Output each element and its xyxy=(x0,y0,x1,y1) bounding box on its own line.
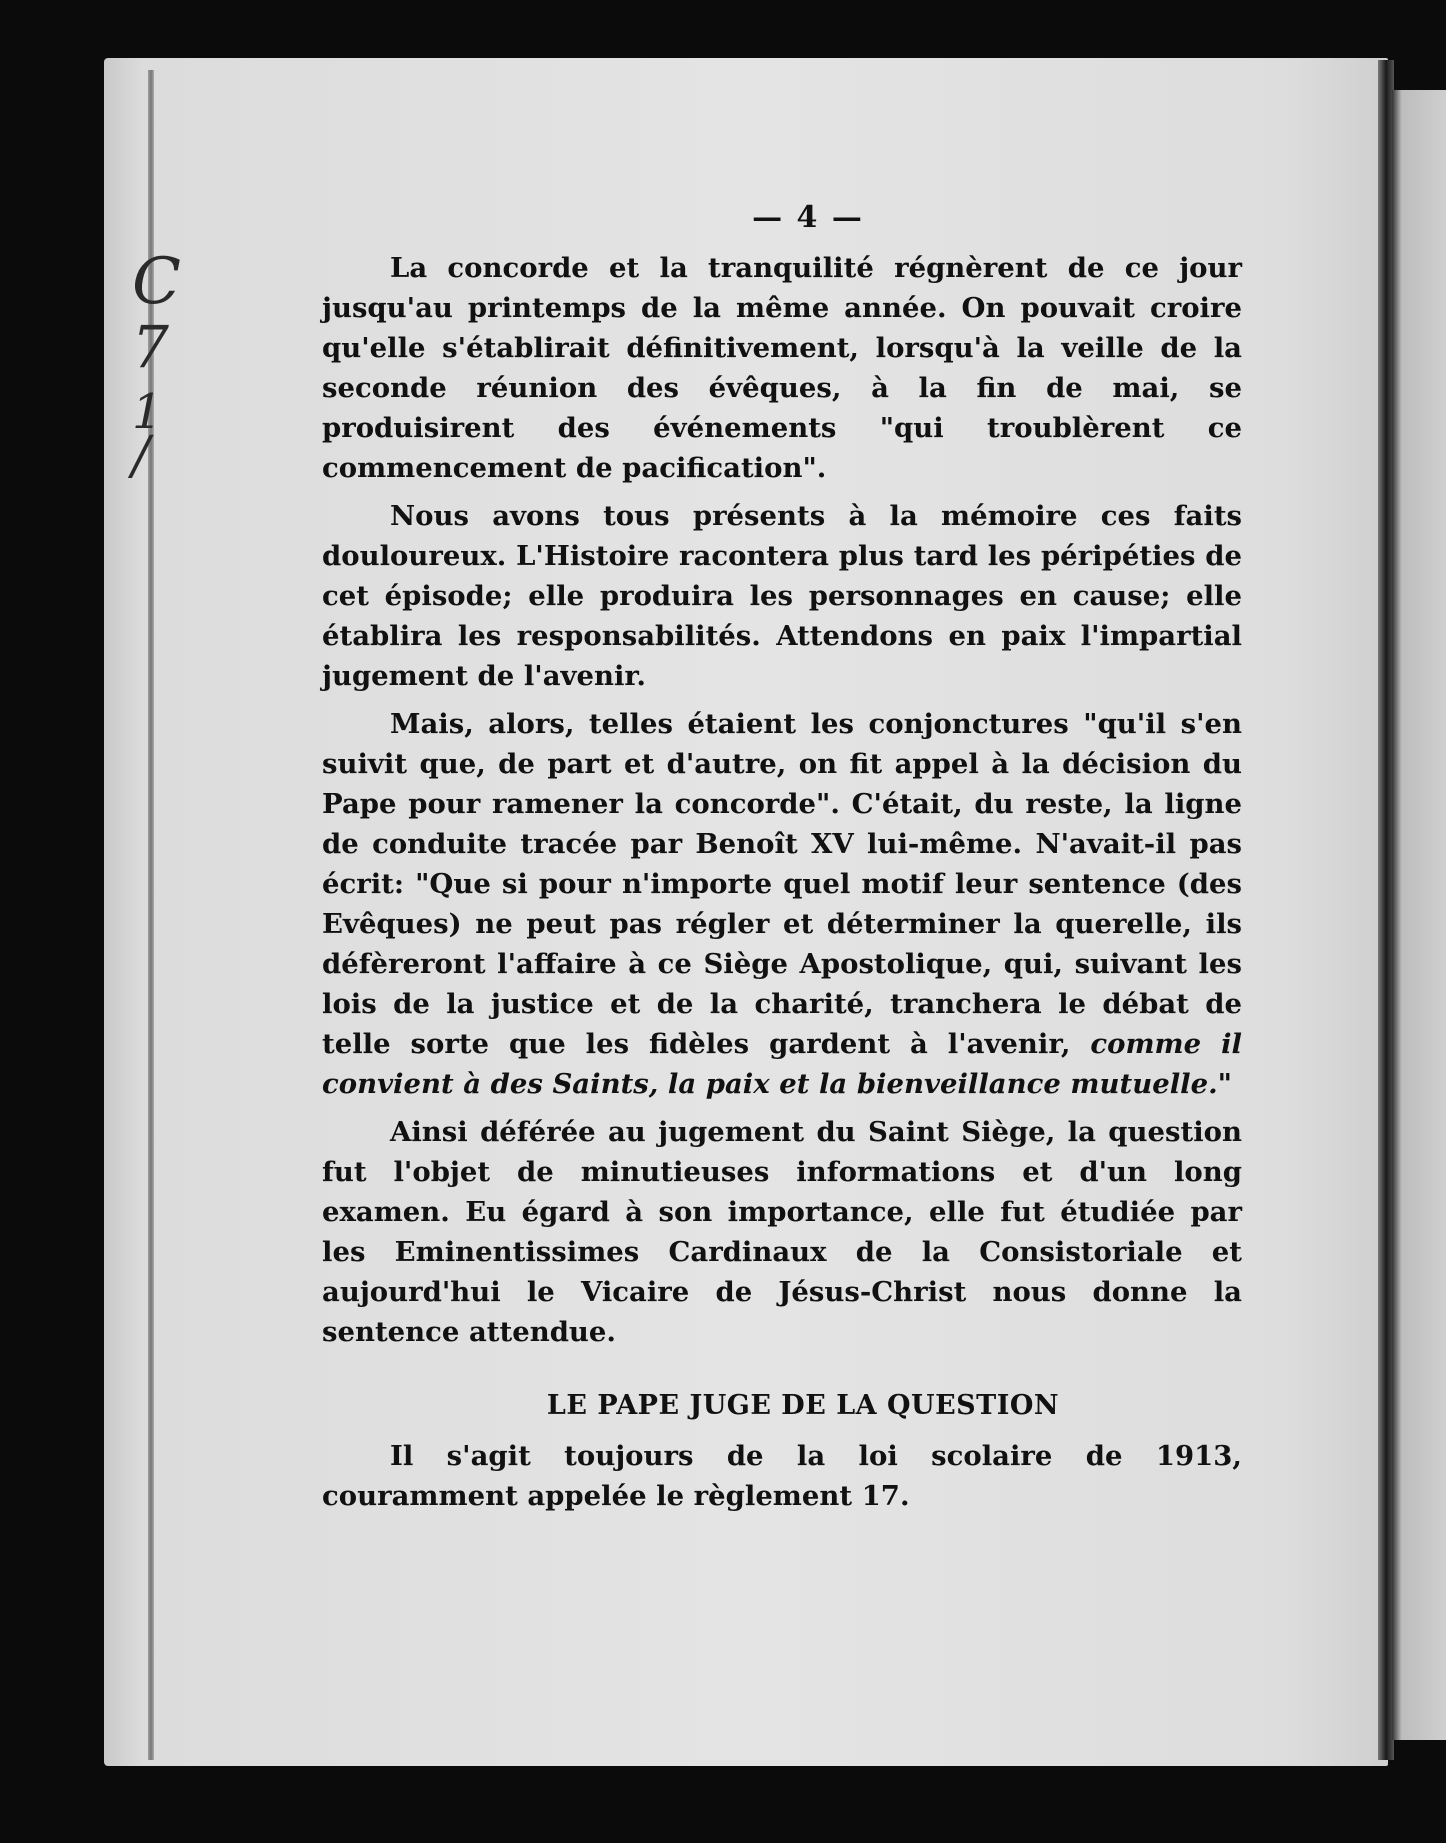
paragraph: Ainsi déférée au jugement du Saint Siège, la question fut l'objet de minutieuses informations et d'un long examen. Eu égard à son importance, elle fut étudiée par les Eminentissimes Cardinaux de la Consistoriale et aujourd'hui le Vicaire de Jésus-Christ nous donne la sentence attendue. xyxy=(322,1116,1242,1348)
facing-page-edge xyxy=(1392,90,1446,1740)
handwritten-mark: C xyxy=(132,245,181,319)
handwritten-mark: 1 xyxy=(132,384,163,440)
handwritten-mark: / xyxy=(132,426,150,486)
text-block xyxy=(322,198,1242,1524)
paragraph xyxy=(322,704,1242,1104)
paragraph-text: Mais, alors, telles étaient les conjonctures "qu'il s'en suivit que, de part et d'autre, on fit appel à la décision du Pape pour ramener la concorde". C'était, du reste, la ligne de conduite tracée par Benoît XV lui-même. N'avait-il pas écrit: "Que si pour n'importe quel motif leur sentence (des Evêques) ne peut pas régler et déterminer la querelle, ils défèreront l'affaire à ce Siège Apostolique, qui, suivant les lois de la justice et de la charité, tranchera le débat de telle sorte que les fidèles gardent à l'avenir, xyxy=(322,708,1242,1060)
paragraph: Il s'agit toujours de la loi scolaire de 1913, couramment appelée le règlement 17. xyxy=(322,1440,1242,1512)
handwritten-mark: 7 xyxy=(132,313,169,381)
page-number: — 4 — xyxy=(752,200,864,235)
paragraph: La concorde et la tranquilité régnèrent de ce jour jusqu'au printemps de la même année. On pouvait croire qu'elle s'établirait définitivement, lorsqu'à la veille de la seconde réunion des évêques, à la fin de mai, se produisirent des événements "qui troublèrent ce commencement de pacification". xyxy=(322,252,1242,484)
paragraph: Nous avons tous présents à la mémoire ces faits douloureux. L'Histoire racontera plus tard les péripéties de cet épisode; elle produira les personnages en cause; elle établira les responsabilités. Attendons en paix l'impartial jugement de l'avenir. xyxy=(322,500,1242,692)
section-heading: LE PAPE JUGE DE LA QUESTION xyxy=(546,1390,1060,1421)
italic-quote: comme il convient à des Saints, la paix et la bienveillance mutuelle." xyxy=(322,1028,1242,1100)
